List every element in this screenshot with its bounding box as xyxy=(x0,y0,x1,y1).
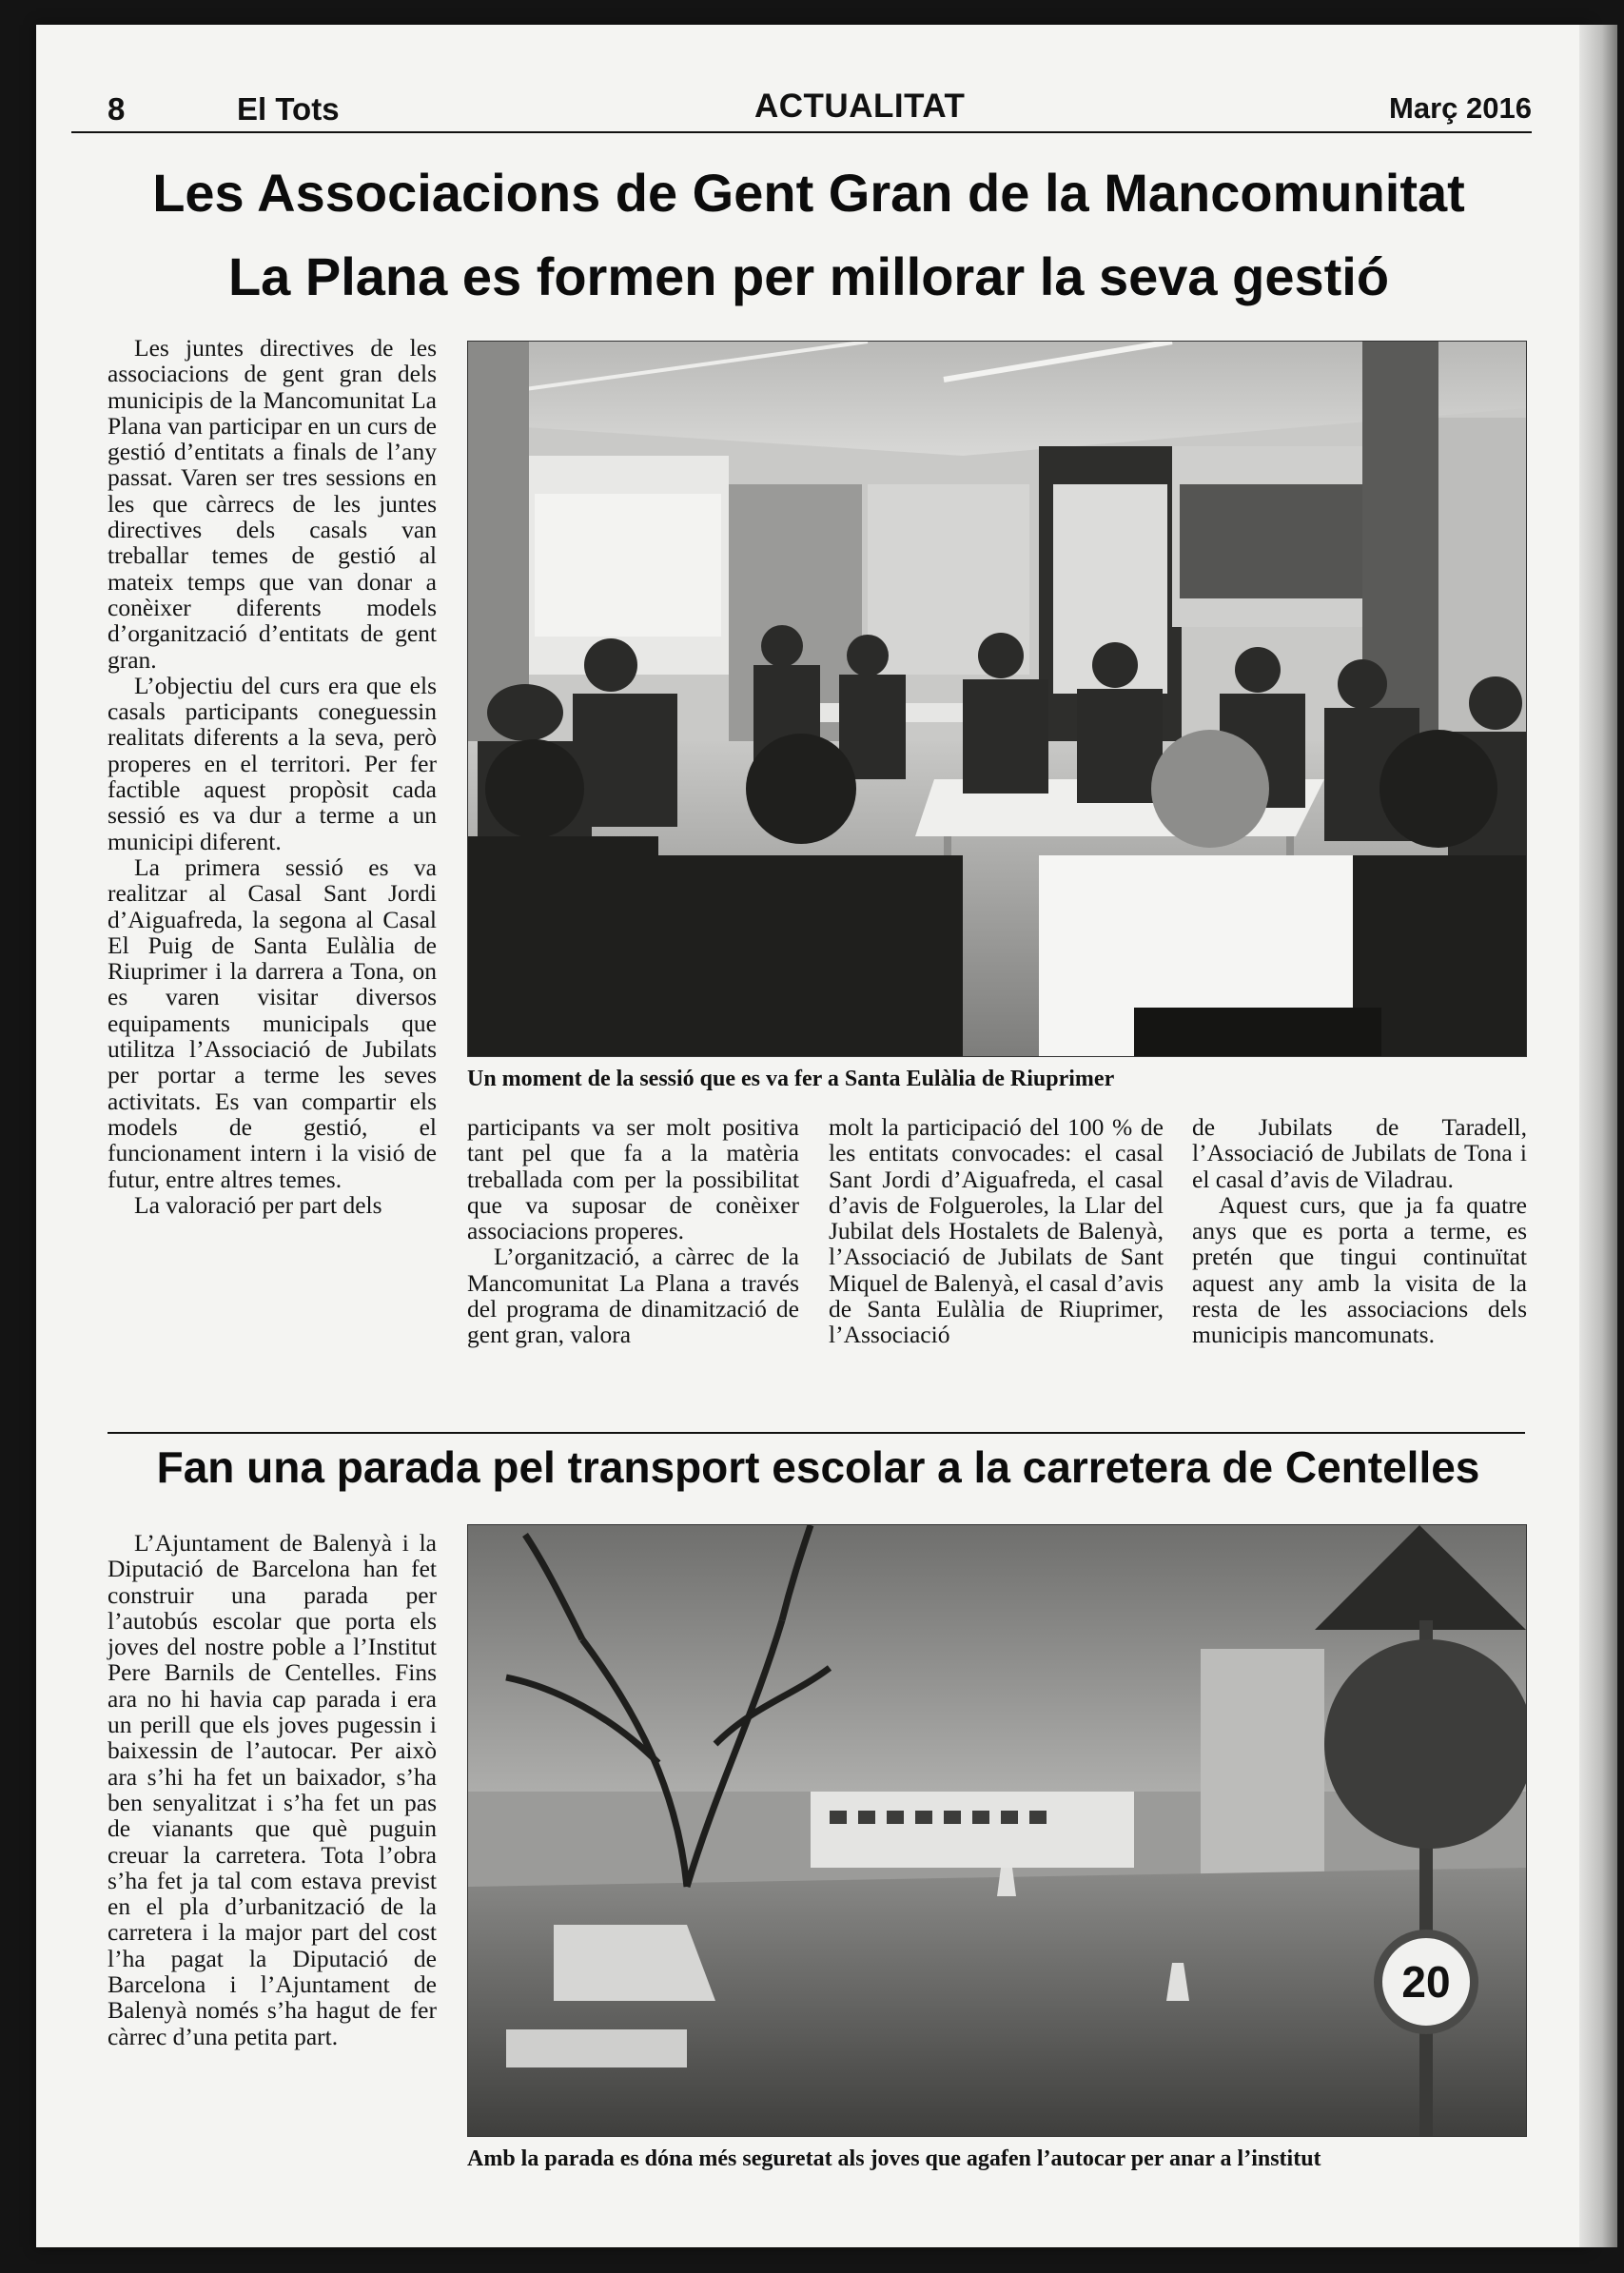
bus-stop-photo xyxy=(467,1524,1527,2137)
page-number: 8 xyxy=(108,91,126,127)
paragraph: La valoració per part dels xyxy=(134,1190,382,1219)
paragraph: La primera sessió es va realitzar al Casal Sant Jordi d’Aiguafreda, la segona al Casal El Puig de Santa Eulàlia de Riuprimer i la darrera a Tona, on es varen visitar diversos equipaments municipals que utilitza l’Associació de Jubilats per portar a terme les seves activitats. Es van compartir els models de gestió, el funcionament intern i la visió de futur, entre altres temes. xyxy=(108,852,437,1193)
article2-title: Fan una parada pel transport escolar a la carretera de Centelles xyxy=(156,1442,1480,1492)
paragraph: L’Ajuntament de Balenyà i la Diputació de Barcelona han fet construir una parada per l’autobús escolar que porta els joves del nostre poble a l’Institut Pere Barnils de Centelles. Fins ara no hi havia cap parada i era un perill que els joves pugessin i baixessin de l’autocar. Per això ara s’hi ha fet un baixador, s’ha ben senyalitzat i s’ha fet un pas de vianants que què puguin creuar la carretera. Tota l’obra s’ha fet ja tal com estava previst en el pla d’urbanització de la carretera i la major part del cost l’ha pagat la Diputació de Barcelona i l’Ajuntament de Balenyà només s’ha hagut de fer càrrec d’una petita part. xyxy=(108,1529,437,2050)
publication-name: El Tots xyxy=(237,91,340,127)
article1-column1 xyxy=(108,335,437,1218)
photo2-caption: Amb la parada es dóna més seguretat als joves que agafen l’autocar per anar a l’institut xyxy=(467,2146,1321,2171)
paragraph: participants va ser molt positiva tant pel que fa a la matèria treballada com per la possibilitat que va suposar de conèixer associacions properes. xyxy=(467,1113,799,1245)
article1-title-line1: Les Associacions de Gent Gran de la Mancomunitat xyxy=(152,163,1465,223)
article1-column3 xyxy=(829,1114,1164,1348)
page-header xyxy=(71,88,1532,133)
article2-column1 xyxy=(108,1530,437,2049)
paragraph: L’objectiu del curs era que els casals participants coneguessin realitats diferents a la seva, però properes en el territori. Per fer factible aquest propòsit cada sessió es va dur a terme a un municipi diferent. xyxy=(108,671,437,855)
paragraph: de Jubilats de Taradell, l’Associació de Jubilats de Tona i el casal d’avis de Viladrau. xyxy=(1192,1113,1527,1193)
paragraph: molt la participació del 100 % de les entitats convocades: el casal Sant Jordi d’Aiguafreda, el casal d’avis de Folgueroles, la Llar del Jubilat dels Hostalets de Balenyà, l’Associació de Jubilats de Sant Miquel de Balenyà, el casal d’avis de Santa Eulàlia de Riuprimer, l’Associació xyxy=(829,1113,1164,1349)
page-edge xyxy=(1579,25,1617,2247)
paragraph: Les juntes directives de les associacions de gent gran dels municipis de la Mancomunitat La Plana van participar en un curs de gestió d’entitats a finals de l’any passat. Varen ser tres sessions en les que càrrecs de les juntes directives dels casals van treballar temes de gestió al mateix temps que van donar a conèixer diferents models d’organització d’entitats de gent gran. xyxy=(108,334,437,674)
photo1-caption: Un moment de la sessió que es va fer a Santa Eulàlia de Riuprimer xyxy=(467,1067,1115,1091)
speed-limit-value: 20 xyxy=(1401,1957,1451,2007)
section-divider xyxy=(108,1432,1525,1434)
article1-column2 xyxy=(467,1114,799,1348)
article1-title-line2: La Plana es formen per millorar la seva gestió xyxy=(227,246,1390,306)
issue-date: Març 2016 xyxy=(1389,91,1532,125)
article1-column4 xyxy=(1192,1114,1527,1348)
speed-limit-sign xyxy=(1374,1930,1478,2034)
section-name: ACTUALITAT xyxy=(754,88,966,125)
paragraph: Aquest curs, que ja fa quatre anys que es porta a terme, es pretén que tingui continuïtat aquest any amb la visita de la resta de les associacions dels municipis mancomunats. xyxy=(1192,1190,1527,1349)
meeting-photo xyxy=(467,341,1527,1057)
paragraph: L’organització, a càrrec de la Mancomunitat La Plana a través del programa de dinamització de gent gran, valora xyxy=(467,1243,799,1349)
